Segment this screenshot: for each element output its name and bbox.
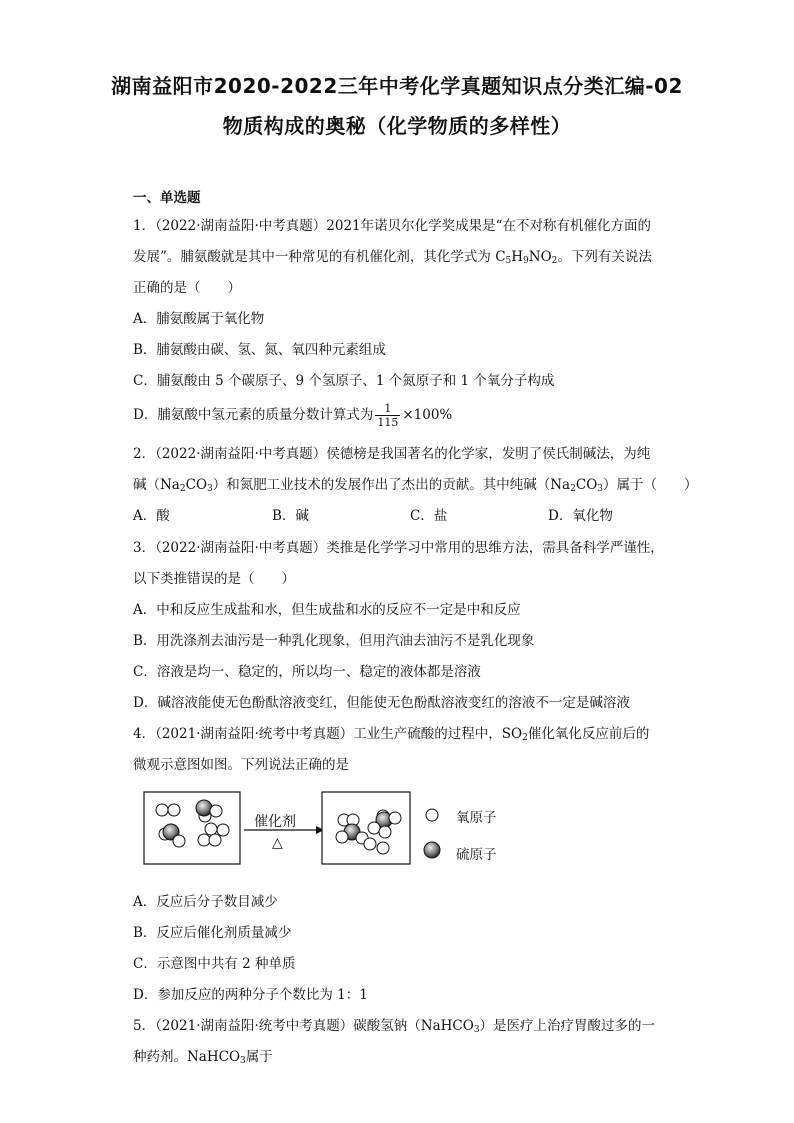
formula-sub: 2 — [551, 256, 558, 266]
formula-sub: 3 — [240, 1056, 246, 1066]
q1-option-d-text: D．脯氨酸中氢元素的质量分数计算式为 — [133, 407, 374, 423]
fraction-numerator: 1 — [375, 402, 400, 416]
q2-text: ）和氮肥工业技术的发展作出了杰出的贡献。其中纯碱（Na — [212, 477, 571, 493]
q3-option-d: D．碱溶液能使无色酚酞溶液变红，但能使无色酚酞溶液变红的溶液不一定是碱溶液 — [133, 695, 630, 711]
q1-option-d-text: ×100% — [402, 407, 453, 423]
q3-option-c: C．溶液是均一、稳定的，所以均一、稳定的液体都是溶液 — [133, 664, 481, 680]
oxygen-atom-icon — [426, 809, 438, 821]
q1-option-c: C．脯氨酸由 5 个碳原子、9 个氢原子、1 个氮原子和 1 个氧分子构成 — [133, 373, 555, 389]
after-reaction-box — [322, 792, 410, 864]
q1-stem-text: 。下列有关说法 — [557, 249, 652, 265]
q3-stem-line1: 3．（2022·湖南益阳·中考真题）类推是化学学习中常用的思维方法，需具备科学严谨性， — [133, 540, 664, 556]
q2-stem-line2 — [133, 473, 698, 494]
q2-option-b: B．碱 — [272, 508, 309, 524]
q4-text: 4．（2021·湖南益阳·统考中考真题）工业生产硫酸的过程中，SO — [133, 726, 523, 742]
q5-stem-line1 — [133, 1014, 655, 1035]
q2-option-a: A．酸 — [133, 508, 170, 524]
q1-stem-text: 发展”。脯氨酸就是其中一种常见的有机催化剂，其化学式为 C — [133, 249, 506, 265]
q2-text: CO — [185, 477, 208, 493]
q5-text: 5．（2021·湖南益阳·统考中考真题）碳酸氢钠（NaHCO — [133, 1018, 474, 1034]
formula-sub: 2 — [179, 484, 186, 494]
fraction — [375, 402, 400, 429]
page-title-line2: 物质构成的奥秘（化学物质的多样性） — [222, 114, 572, 138]
page-title-line1: 湖南益阳市2020-2022三年中考化学真题知识点分类汇编-02 — [111, 74, 683, 98]
q4-stem-line1 — [133, 722, 649, 743]
q4-option-a: A．反应后分子数目减少 — [133, 894, 278, 910]
q1-option-d — [133, 402, 452, 429]
q4-option-b: B．反应后催化剂质量减少 — [133, 925, 292, 941]
q1-stem-line3: 正确的是（ ） — [133, 280, 241, 296]
formula-sub: 5 — [505, 256, 512, 266]
q5-text: ）是医疗上治疗胃酸过多的一 — [479, 1018, 656, 1034]
sulfur-atom-icon — [424, 842, 440, 858]
formula-text: H — [511, 249, 524, 265]
q3-stem-line2: 以下类推错误的是（ ） — [133, 571, 295, 587]
section-heading: 一、单选题 — [133, 190, 201, 206]
q3-option-a: A．中和反应生成盐和水，但生成盐和水的反应不一定是中和反应 — [133, 602, 521, 618]
formula-sub: 3 — [597, 484, 603, 494]
q1-option-b: B．脯氨酸由碳、氢、氮、氧四种元素组成 — [133, 342, 386, 358]
q1-stem-line2 — [133, 245, 652, 266]
q5-text: 种药剂。NaHCO — [133, 1049, 241, 1065]
q3-option-b: B．用洗涤剂去油污是一种乳化现象，但用汽油去油污不是乳化现象 — [133, 633, 535, 649]
q5-text: 属于 — [245, 1049, 273, 1065]
q4-stem-line2: 微观示意图如图。下列说法正确的是 — [133, 757, 349, 773]
q4-option-c: C．示意图中共有 2 种单质 — [133, 956, 296, 972]
q2-option-c: C．盐 — [410, 508, 448, 524]
legend-oxygen-label: 氧原子 — [456, 810, 497, 826]
q2-text: ）属于（ ） — [603, 477, 698, 493]
q1-option-a: A．脯氨酸属于氧化物 — [133, 311, 265, 327]
q4-text: 催化氧化反应前后的 — [527, 726, 650, 742]
legend-sulfur-label: 硫原子 — [456, 847, 497, 863]
q5-stem-line2 — [133, 1045, 273, 1066]
heat-symbol: △ — [272, 835, 283, 851]
formula-sub: 9 — [523, 256, 529, 266]
formula-sub: 2 — [522, 733, 528, 743]
q1-stem-line1: 1．（2022·湖南益阳·中考真题）2021年诺贝尔化学奖成果是“在不对称有机催化方面的 — [133, 218, 652, 234]
q2-stem-line1: 2．（2022·湖南益阳·中考真题）侯德榜是我国著名的化学家，发明了侯氏制碱法，为纯 — [133, 446, 651, 462]
q4-option-d: D．参加反应的两种分子个数比为 1：1 — [133, 987, 368, 1003]
fraction-denominator: 115 — [377, 416, 399, 429]
formula-sub: 3 — [473, 1025, 480, 1035]
formula-text: NO — [528, 249, 552, 265]
q2-option-d: D．氧化物 — [548, 508, 613, 524]
formula-sub: 2 — [570, 484, 576, 494]
catalyst-label: 催化剂 — [254, 814, 296, 830]
formula-sub: 3 — [207, 484, 213, 494]
q2-text: 碱（Na — [133, 477, 180, 493]
q2-text: CO — [575, 477, 598, 493]
